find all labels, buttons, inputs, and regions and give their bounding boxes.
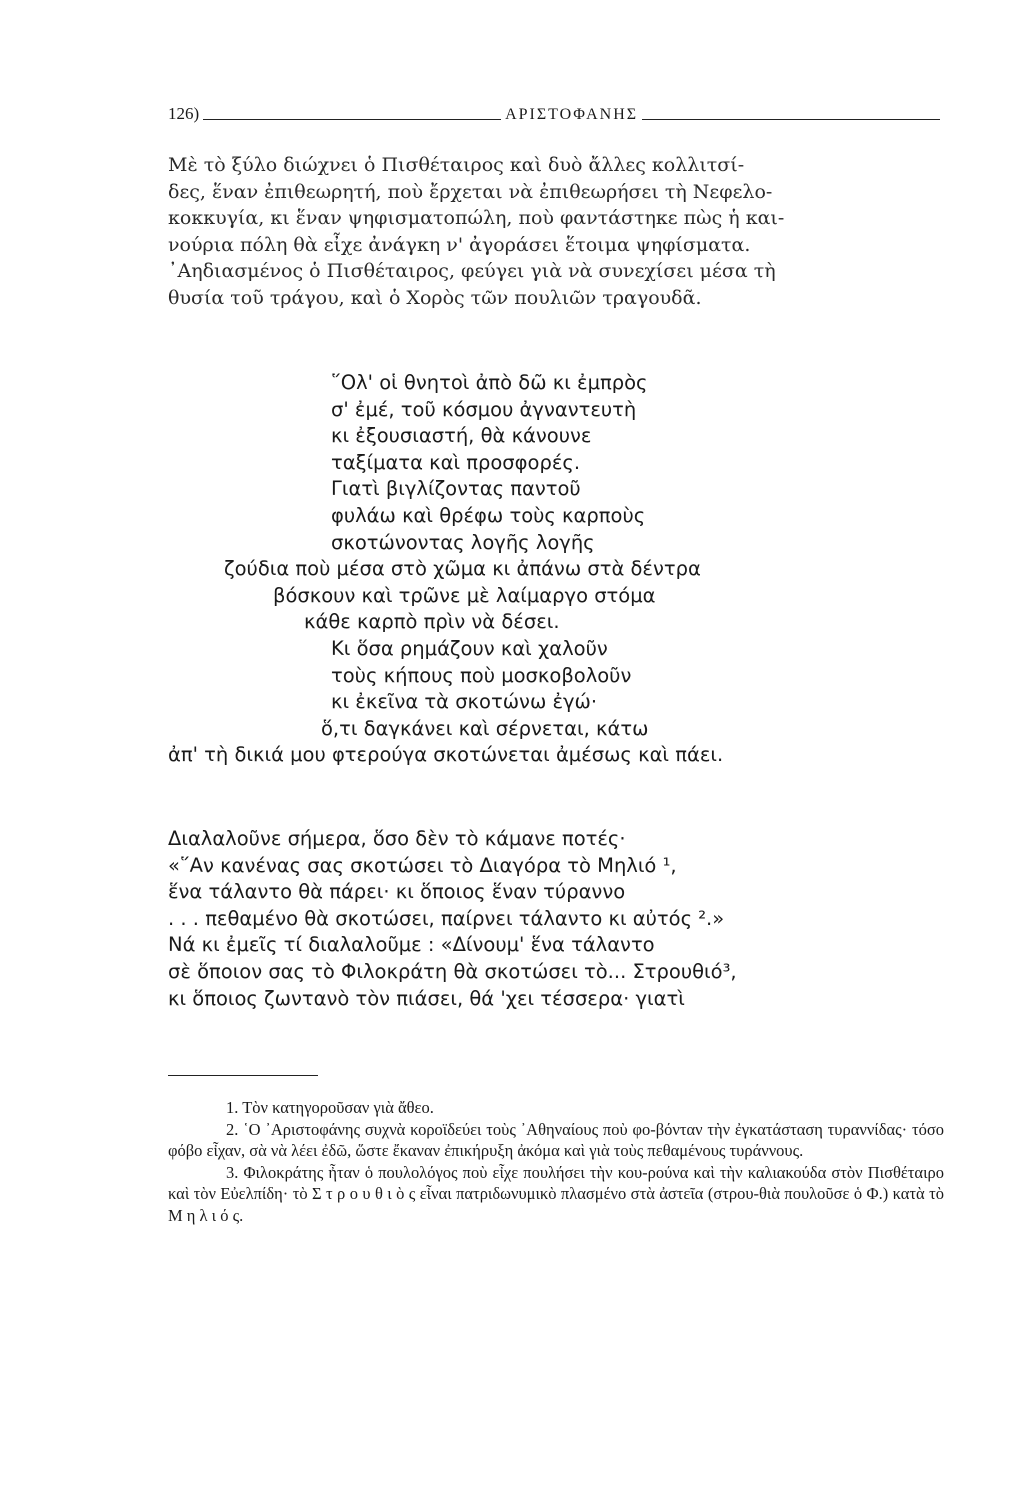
header-rule-left: [203, 119, 501, 120]
poem-line: ὅ,τι δαγκάνει καὶ σέρνεται, κάτω: [321, 716, 649, 740]
verse-line: κι ὅποιος ζωντανὸ τὸν πιάσει, θά 'χει τέσσερα· γιατὶ: [168, 986, 685, 1010]
footnote-1: 1. Τὸν κατηγοροῦσαν γιὰ ἄθεο.: [226, 1098, 434, 1117]
verse-line: ἕνα τάλαντο θὰ πάρει· κι ὅποιος ἕναν τύραννο: [168, 880, 626, 904]
poem-line: ῞Ολ' οἱ θνητοὶ ἀπὸ δῶ κι ἐμπρὸς: [331, 371, 648, 394]
poem-line: Κι ὅσα ρημάζουν καὶ χαλοῦν: [331, 636, 608, 660]
poem-line: σ' ἐμέ, τοῦ κόσμου ἀγναντευτὴ: [331, 397, 637, 421]
verse-line: Διαλαλοῦνε σήμερα, ὅσο δὲν τὸ κάμανε ποτές·: [168, 827, 626, 850]
poem-line: κι ἐξουσιαστή, θὰ κάνουνε: [331, 424, 592, 448]
page-number: 126): [168, 104, 200, 123]
poem-line: ταξίματα καὶ προσφορές.: [331, 450, 581, 474]
intro-line: νούρια πόλη θὰ εἶχε ἀνάγκη ν' ἀγοράσει ἕτοιμα ψηφίσματα.: [168, 233, 751, 256]
verse-line: Νά κι ἐμεῖς τί διαλαλοῦμε : «Δίνουμ' ἕνα τάλαντο: [168, 933, 655, 957]
poem-line: κάθε καρπὸ πρὶν νὰ δέσει.: [304, 610, 560, 634]
poem-line: Γιατὶ βιγλίζοντας παντοῦ: [331, 477, 581, 501]
intro-line: κοκκυγία, κι ἕναν ψηφισματοπώλη, ποὺ φαντάστηκε πὼς ἡ και-: [168, 207, 785, 229]
running-header: [168, 98, 944, 124]
stage-direction: [168, 152, 944, 311]
header-rule-right: [642, 119, 940, 120]
intro-line: δες, ἕναν ἐπιθεωρητή, ποὺ ἔρχεται νὰ ἐπιθεωρήσει τὴ Νεφελο-: [168, 180, 773, 203]
poem-line: ἀπ' τὴ δικιά μου φτερούγα σκοτώνεται ἀμέσως καὶ πάει.: [168, 743, 724, 767]
poem-line: κι ἐκεῖνα τὰ σκοτώνω ἐγώ·: [331, 690, 598, 714]
footnote-separator: [168, 1075, 318, 1076]
poem-line: σκοτώνοντας λογῆς λογῆς: [331, 530, 595, 554]
poem-line: βόσκουν καὶ τρῶνε μὲ λαίμαργο στόμα: [273, 583, 656, 607]
proclamation-verse: [168, 826, 944, 1012]
footnote-3: 3. Φιλοκράτης ἦταν ὁ πουλολόγος ποὺ εἶχε πουλήσει τὴν κου-ρούνα καὶ τὴν καλιακούδα στὸν Πισθέταιρο καὶ τὸν Εὐελπίδη· τὸ Σ τ ρ ο υ θ ι ὸ ς εἶναι πατριδωνυμικὸ πλασμένο στὰ ἀστεῖα (στρου-θιὰ πουλοῦσε ὁ Φ.) κατὰ τὸ Μ η λ ι ό ς.: [168, 1162, 944, 1225]
chorus-poem: [168, 370, 944, 769]
verse-line: «῞Αν κανένας σας σκοτώσει τὸ Διαγόρα τὸ Μηλιό ¹,: [168, 853, 677, 877]
intro-line: θυσία τοῦ τράγου, καὶ ὁ Χορὸς τῶν πουλιῶν τραγουδᾶ.: [168, 286, 702, 309]
verse-line: σὲ ὅποιον σας τὸ Φιλοκράτη θὰ σκοτώσει τὸ... Στρουθιό³,: [168, 959, 737, 983]
running-title: ΑΡΙΣΤΟΦΑΝΗΣ: [505, 106, 639, 123]
intro-line: ᾽Αηδιασμένος ὁ Πισθέταιρος, φεύγει γιὰ νὰ συνεχίσει μέσα τὴ: [168, 260, 776, 282]
poem-line: φυλάω καὶ θρέφω τοὺς καρποὺς: [331, 503, 646, 527]
poem-line: τοὺς κήπους ποὺ μοσκοβολοῦν: [331, 663, 632, 687]
verse-line: . . . πεθαμένο θὰ σκοτώσει, παίρνει τάλαντο κι αὐτός ².»: [168, 906, 725, 930]
footnote-2: 2. ῾Ο ᾽Αριστοφάνης συχνὰ κοροϊδεύει τοὺς ᾽Αθηναίους ποὺ φο-βόνταν τὴν ἐγκατάσταση τυραννίδας· τόσο φόβο εἶχαν, σὰ νὰ λέει ἐδῶ, ὥστε ἔκαναν ἐπικήρυξη ἀκόμα καὶ γιὰ τοὺς πεθαμένους τυράννους.: [168, 1119, 944, 1160]
footnotes: [168, 1097, 944, 1226]
intro-line: Μὲ τὸ ξύλο διώχνει ὁ Πισθέταιρος καὶ δυὸ ἄλλες κολλιτσί-: [168, 154, 745, 176]
poem-line: ζούδια ποὺ μέσα στὸ χῶμα κι ἀπάνω στὰ δέντρα: [224, 557, 701, 581]
